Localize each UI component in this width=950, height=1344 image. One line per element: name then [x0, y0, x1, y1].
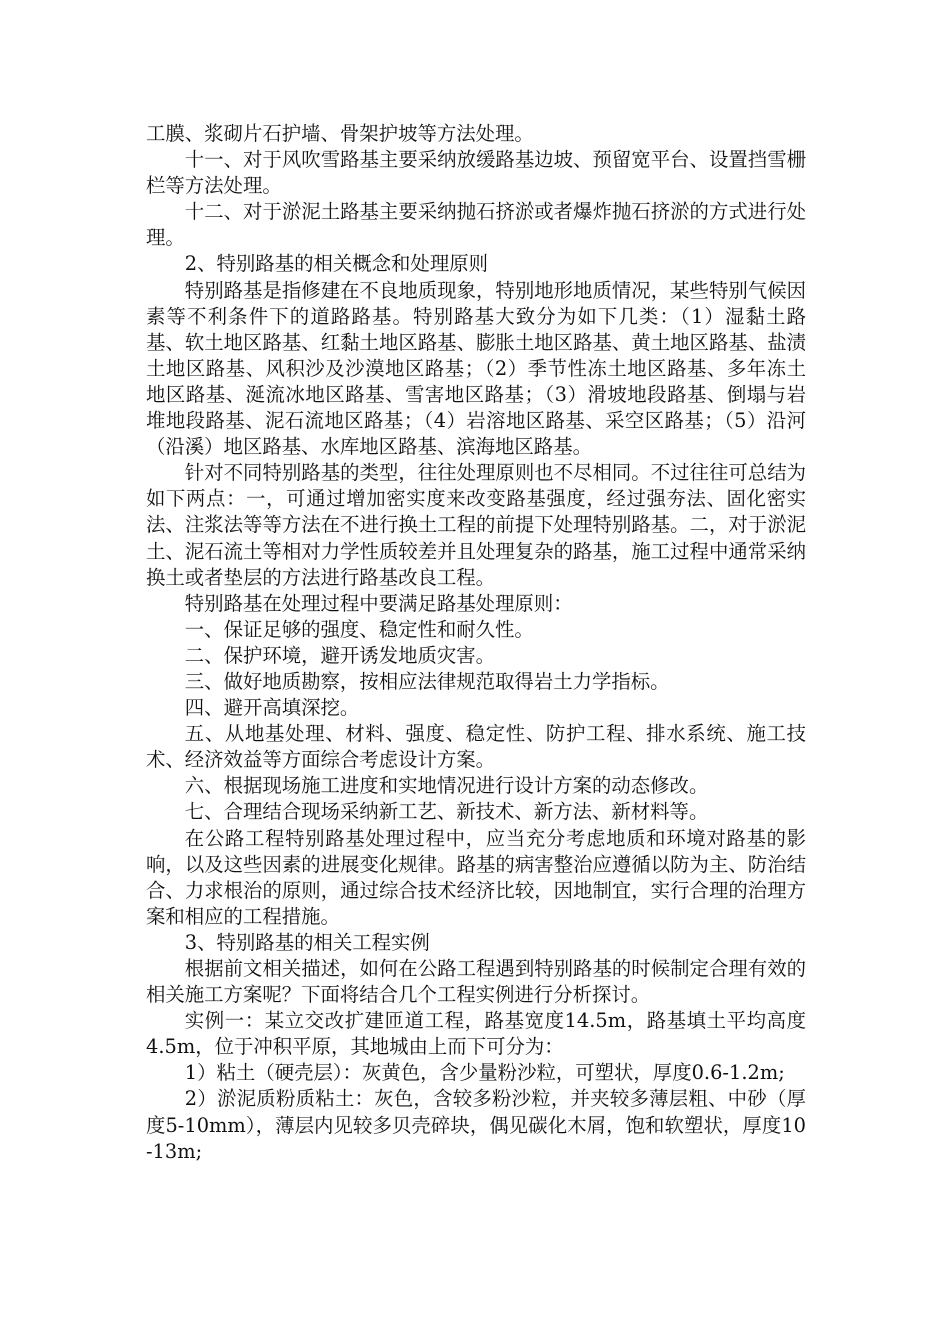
- document-body: [146, 121, 806, 1165]
- list-item: 七、合理结合现场采纳新工艺、新技术、新方法、新材料等。: [184, 800, 709, 824]
- paragraph: 在公路工程特别路基处理过程中，应当充分考虑地质和环境对路基的影响，以及这些因素的进展变化规律。路基的病害整治应遵循以防为主、防治结合、力求根治的原则，通过综合技术经济比较，因地制宜，实行合理的治理方案和相应的工程措施。: [146, 826, 806, 928]
- paragraph: 特别路基是指修建在不良地质现象，特别地形地质情况，某些特别气候因素等不利条件下的道路路基。特别路基大致分为如下几类：（1）湿黏土路基、软土地区路基、红黏土地区路基、膨胀土地区路基、黄土地区路基、盐渍土地区路基、风积沙及沙漠地区路基；（2）季节性冻土地区路基、多年冻土地区路基、涎流冰地区路基、雪害地区路基；（3）滑坡地段路基、倒塌与岩堆地段路基、泥石流地区路基；（4）岩溶地区路基、采空区路基；（5）沿河（沿溪）地区路基、水库地区路基、滨海地区路基。: [146, 278, 806, 459]
- list-item: 五、从地基处理、材料、强度、稳定性、防护工程、排水系统、施工技术、经济效益等方面综合考虑设计方案。: [146, 722, 806, 772]
- list-item: 四、避开高填深挖。: [184, 696, 360, 720]
- list-item: 二、保护环境，避开诱发地质灾害。: [184, 643, 496, 667]
- list-item: 1）粘土（硬壳层）：灰黄色，含少量粉沙粒，可塑状，厚度0.6-1.2m;: [184, 1061, 785, 1085]
- paragraph: 根据前文相关描述，如何在公路工程遇到特别路基的时候制定合理有效的相关施工方案呢？下面将结合几个工程实例进行分析探讨。: [146, 957, 806, 1007]
- list-item: 六、根据现场施工进度和实地情况进行设计方案的动态修改。: [184, 774, 709, 798]
- section-heading: 2、特别路基的相关概念和处理原则: [184, 252, 488, 276]
- list-item: 2）淤泥质粉质粘土：灰色，含较多粉沙粒，并夹较多薄层粗、中砂（厚度5-10mm），薄层内见较多贝壳碎块，偶见碳化木屑，饱和软塑状，厚度10-13m;: [146, 1087, 806, 1163]
- paragraph: 针对不同特别路基的类型，往往处理原则也不尽相同。不过往往可总结为如下两点：一，可通过增加密实度来改变路基强度，经过强夯法、固化密实法、注浆法等等方法在不进行换土工程的前提下处理特别路基。二，对于淤泥土、泥石流土等相对力学性质较差并且处理复杂的路基，施工过程中通常采纳换土或者垫层的方法进行路基改良工程。: [146, 461, 806, 589]
- list-item: 一、保证足够的强度、稳定性和耐久性。: [184, 617, 534, 641]
- paragraph: 实例一：某立交改扩建匝道工程，路基宽度14.5m，路基填土平均高度4.5m，位于冲积平原，其地城由上而下可分为：: [146, 1009, 806, 1059]
- paragraph: 十二、对于淤泥土路基主要采纳抛石挤淤或者爆炸抛石挤淤的方式进行处理。: [146, 200, 806, 250]
- paragraph: 十一、对于风吹雪路基主要采纳放缓路基边坡、预留宽平台、设置挡雪栅栏等方法处理。: [146, 148, 806, 198]
- section-heading: 3、特别路基的相关工程实例: [184, 930, 430, 954]
- paragraph: 工膜、浆砌片石护墙、骨架护坡等方法处理。: [146, 122, 534, 145]
- list-item: 三、做好地质勘察，按相应法律规范取得岩土力学指标。: [184, 669, 670, 693]
- paragraph: 特别路基在处理过程中要满足路基处理原则：: [184, 591, 573, 615]
